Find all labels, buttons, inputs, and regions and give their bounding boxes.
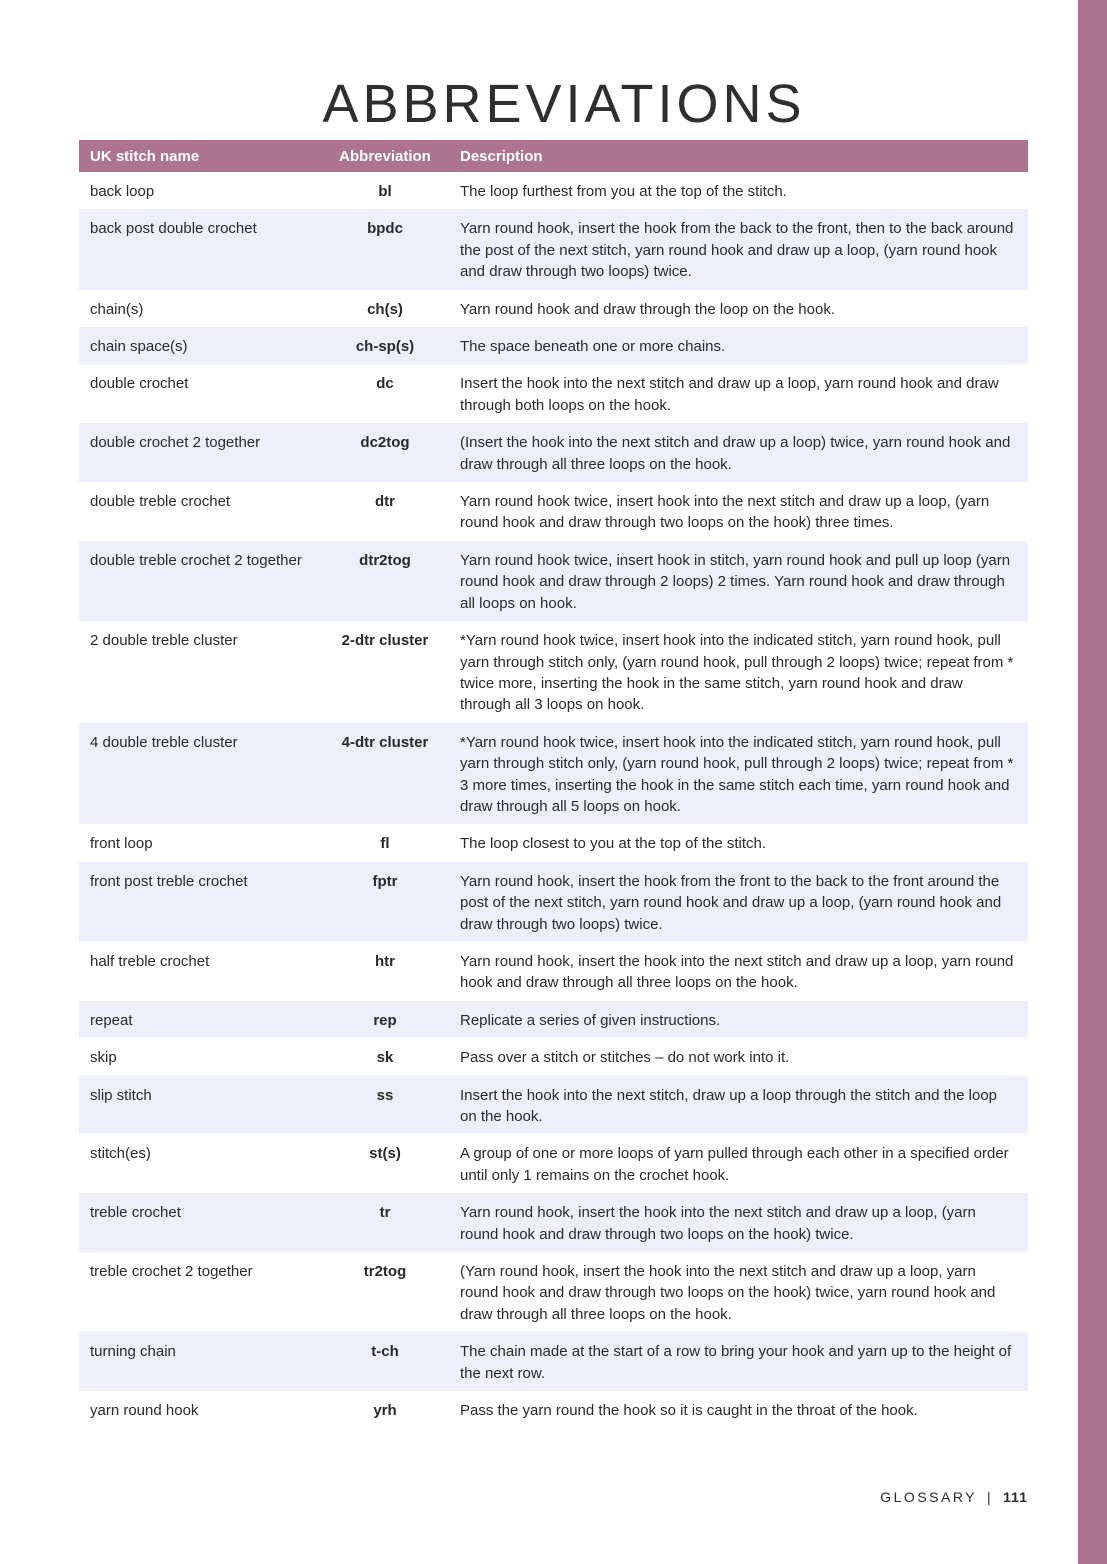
table-row [79,862,1028,942]
abbreviation-cell: sk [376,1049,394,1067]
description-cell: *Yarn round hook twice, insert hook into the indicated stitch, yarn round hook, pull yarn through stitch only, (yarn round hook, pull through 2 loops) twice; repeat from * twice more, inserting the hook in the same stitch, yarn round hook and draw through all 3 loops on hook. [460,632,1014,714]
page-footer [700,1489,1028,1505]
table-header-row [79,140,1028,172]
table-row [79,364,1028,423]
table-row [79,1332,1028,1391]
stitch-name-cell: repeat [79,1001,321,1038]
stitch-name-cell: back post double crochet [79,209,321,289]
stitch-name-cell: skip [90,1049,117,1067]
abbreviation-cell: 4-dtr cluster [321,723,449,825]
abbreviation-cell: rep [321,1001,449,1038]
description-cell: Yarn round hook, insert the hook from the back to the front, then to the back around the post of the next stitch, yarn round hook and draw up a loop, (yarn round hook and draw through two loops) twice. [449,209,1028,289]
stitch-name-cell: slip stitch [79,1076,321,1135]
stitch-name-cell: 2 double treble cluster [90,632,238,650]
description-cell: Yarn round hook, insert the hook into the next stitch and draw up a loop, yarn round hook and draw through all three loops on the hook. [460,952,1014,992]
table-row [79,723,1028,825]
stitch-name-cell: chain space(s) [79,327,321,364]
table-row [79,327,1028,364]
description-cell: Insert the hook into the next stitch and draw up a loop, yarn round hook and draw through both loops on the hook. [460,375,999,414]
stitch-name-cell: double crochet 2 together [79,423,321,482]
description-cell: Yarn round hook twice, insert hook in stitch, yarn round hook and pull up loop (yarn round hook and draw through 2 loops) 2 times. Yarn round hook and draw through all loops on hook. [449,541,1028,621]
abbreviation-cell: htr [375,952,395,970]
description-cell: Yarn round hook, insert the hook from the front to the back to the front around the post of the next stitch, yarn round hook and draw up a loop, (yarn round hook and draw through two loops) twice. [449,862,1028,942]
description-cell: A group of one or more loops of yarn pulled through each other in a specified order until only 1 remains on the crochet hook. [460,1145,1009,1184]
footer-separator: | [987,1489,994,1505]
abbreviation-cell: yrh [373,1402,397,1420]
table-row [79,1252,1028,1332]
table-row [79,1076,1028,1135]
description-cell: The chain made at the start of a row to bring your hook and yarn up to the height of the next row. [449,1332,1028,1391]
description-cell: (Yarn round hook, insert the hook into the next stitch and draw up a loop, yarn round hook and draw through two loops on the hook) twice, yarn round hook and draw through all three loops on the hook. [460,1263,996,1323]
stitch-name-cell: double treble crochet [90,493,231,511]
abbreviation-cell: fptr [321,862,449,942]
table-row [79,423,1028,482]
abbreviation-cell: ch(s) [367,300,403,318]
table-row [79,172,1028,209]
table-body [79,172,1028,1428]
table-row [79,541,1028,621]
description-cell: The loop closest to you at the top of the stitch. [460,835,767,853]
table-row [79,824,1028,861]
abbreviation-cell: tr2tog [363,1263,407,1281]
description-cell: Yarn round hook and draw through the loop on the hook. [460,300,835,318]
description-cell: Pass over a stitch or stitches – do not work into it. [460,1049,790,1067]
abbreviation-cell: ss [321,1076,449,1135]
description-cell: *Yarn round hook twice, insert hook into the indicated stitch, yarn round hook, pull yarn through stitch only, (yarn round hook, pull through 2 loops) twice; repeat from * 3 more times, inserting the hook in the same stitch each time, yarn round hook and draw through all 5 loops on hook. [449,723,1028,825]
abbreviation-cell: 2-dtr cluster [341,632,429,650]
header-abbreviation: Abbreviation [321,140,449,172]
stitch-name-cell: treble crochet 2 together [90,1263,253,1281]
stitch-name-cell: front post treble crochet [79,862,321,942]
abbreviation-cell: bl [378,183,392,200]
table-row [79,290,1028,327]
stitch-name-cell: treble crochet [79,1193,321,1252]
abbreviation-cell: st(s) [369,1145,401,1163]
table-row [79,1134,1028,1193]
table-row [79,1038,1028,1075]
page-number: 111 [1003,1489,1028,1505]
abbreviation-cell: tr [321,1193,449,1252]
abbreviation-cell: t-ch [321,1332,449,1391]
stitch-name-cell: front loop [90,835,153,853]
stitch-name-cell: stitch(es) [90,1145,151,1163]
abbreviation-cell: dc [376,375,394,393]
abbreviations-table [79,140,1028,1428]
description-cell: The space beneath one or more chains. [449,327,1028,364]
table-row [79,1001,1028,1038]
table-row [79,209,1028,289]
abbreviation-cell: ch-sp(s) [321,327,449,364]
header-description: Description [449,140,1028,172]
table-row [79,1193,1028,1252]
description-cell: The loop furthest from you at the top of the stitch. [460,183,787,200]
stitch-name-cell: double treble crochet 2 together [79,541,321,621]
stitch-name-cell: back loop [90,183,155,200]
description-cell: Replicate a series of given instructions. [449,1001,1028,1038]
stitch-name-cell: turning chain [79,1332,321,1391]
description-cell: Yarn round hook, insert the hook into the next stitch and draw up a loop, (yarn round hook and draw through two loops on the hook) twice. [449,1193,1028,1252]
header-stitch-name: UK stitch name [79,140,321,172]
stitch-name-cell: chain(s) [90,300,144,318]
table-row [79,621,1028,723]
abbreviation-cell: bpdc [321,209,449,289]
table-row [79,1391,1028,1428]
stitch-name-cell: double crochet [90,375,189,393]
abbreviation-cell: dc2tog [321,423,449,482]
side-accent-bar [1078,0,1107,1564]
description-cell: Insert the hook into the next stitch, draw up a loop through the stitch and the loop on the hook. [449,1076,1028,1135]
description-cell: (Insert the hook into the next stitch and draw up a loop) twice, yarn round hook and draw through all three loops on the hook. [449,423,1028,482]
description-cell: Yarn round hook twice, insert hook into the next stitch and draw up a loop, (yarn round hook and draw through two loops on the hook) three times. [460,493,990,532]
description-cell: Pass the yarn round the hook so it is caught in the throat of the hook. [460,1402,918,1420]
stitch-name-cell: yarn round hook [90,1402,199,1420]
table-row [79,482,1028,541]
abbreviation-cell: dtr2tog [321,541,449,621]
stitch-name-cell: 4 double treble cluster [79,723,321,825]
abbreviation-cell: fl [380,835,390,853]
page-title: ABBREVIATIONS [322,74,806,134]
stitch-name-cell: half treble crochet [90,952,210,970]
footer-section: GLOSSARY [880,1489,978,1505]
abbreviation-cell: dtr [375,493,395,511]
table-row [79,942,1028,1001]
